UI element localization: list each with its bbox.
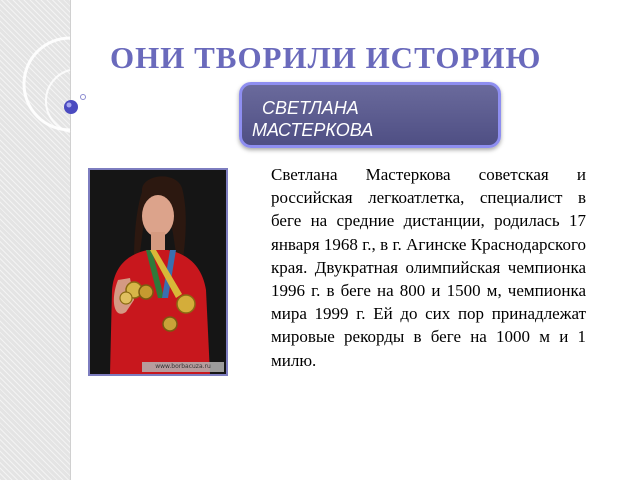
athlete-portrait-image — [90, 170, 226, 374]
blue-sphere-icon — [64, 100, 78, 114]
athlete-photo — [88, 168, 228, 376]
slide-title: ОНИ ТВОРИЛИ ИСТОРИЮ — [110, 40, 542, 75]
name-line-1: СВЕТЛАНА — [262, 98, 359, 118]
photo-watermark: www.borbacuza.ru — [142, 362, 224, 372]
biography-text: Светлана Мастеркова советская и российская легкоатлетка, специалист в беге на средние дистанции, родилась 17 января 1968 г., в г. Агинске Краснодарского края. Двукратная олимпийская чемпионка 1996 г. в беге на 800 и 1500 м, чемпионка мира 1999 г. Ей до сих пор принадлежат мировые рекорды в беге на 1000 м и 1 милю. — [271, 165, 586, 370]
medal-icon — [177, 295, 195, 313]
name-line-2: МАСТЕРКОВА — [252, 120, 374, 140]
small-ring-icon — [81, 95, 86, 100]
athlete-name-box — [239, 82, 501, 148]
